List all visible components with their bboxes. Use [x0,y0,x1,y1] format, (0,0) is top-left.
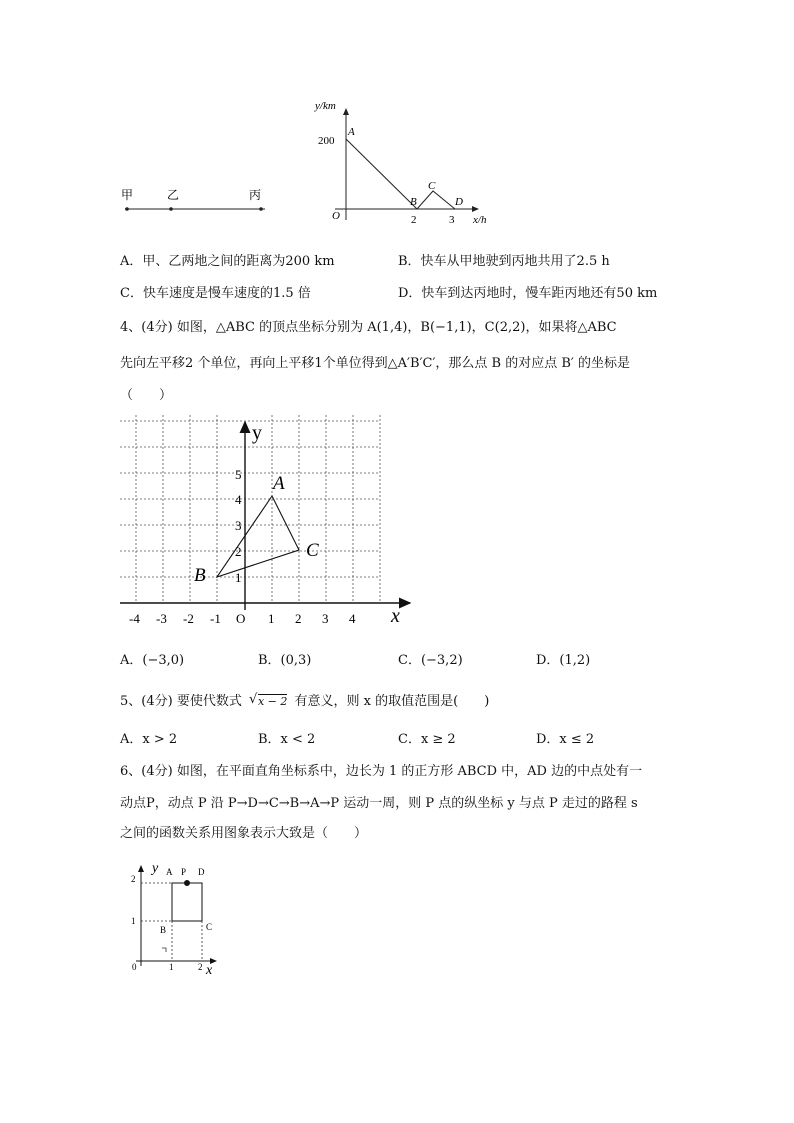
q6-square-figure [122,858,227,978]
q6-y-tick-2: 2 [131,874,136,884]
q5-option-d: D．x ≤ 2 [536,732,595,747]
graph-line-bcd [417,191,455,209]
q6-origin-label: 0 [132,962,137,972]
q4-x-tick-3: 3 [322,611,329,626]
q4-origin-label: O [236,611,246,626]
q6-right-angle-mark [162,948,166,952]
q5-option-b: B．x < 2 [258,732,316,747]
q6-point-a: A [166,867,173,877]
graph-y-tick-200: 200 [318,135,335,147]
q4-option-c: C．(−3,2) [398,653,463,668]
q6-text-line2: 动点P，动点 P 沿 P→D→C→B→A→P 运动一周，则 P 点的纵坐标 y 与点 P 走过的路程 s [120,796,638,811]
route-line-figure [115,185,275,220]
q6-point-p-dot [184,880,190,886]
graph-point-a: A [348,126,355,138]
q5-radicand: x − 2 [257,695,288,708]
q6-square-abcd [172,883,202,921]
route-point-yi [169,207,173,211]
q5-sqrt-symbol: √ [248,692,258,707]
q3-option-a: A．甲、乙两地之间的距离为200 km [120,254,335,269]
q6-y-axis-label: y [152,861,159,876]
q4-x-tick-neg3: -3 [156,611,167,626]
q4-option-a: A．(−3,0) [120,653,185,668]
q4-option-d: D．(1,2) [536,653,591,668]
graph-x-tick-2: 2 [411,214,417,226]
q4-x-tick-neg1: -1 [210,611,221,626]
route-label-jia: 甲 [121,188,134,202]
graph-point-b: B [410,196,417,208]
q4-x-tick-neg4: -4 [129,611,140,626]
q4-x-axis-label: x [391,605,400,627]
graph-y-axis-label: y/km [315,100,336,112]
q4-x-tick-1: 1 [268,611,275,626]
q3-option-b: B．快车从甲地驶到丙地共用了2.5 h [398,254,610,269]
q6-text-line3: 之间的函数关系用图象表示大致是（ ） [120,826,368,841]
q6-point-d: D [198,867,205,877]
q6-x-tick-1: 1 [169,962,174,972]
q4-x-tick-4: 4 [349,611,356,626]
q4-x-tick-2: 2 [295,611,302,626]
distance-time-graph [310,95,495,230]
q5-option-a: A．x > 2 [120,732,178,747]
q4-triangle-abc [217,496,299,577]
q4-option-b: B．(0,3) [258,653,312,668]
graph-origin-label: O [332,210,340,222]
graph-x-axis-label: x/h [473,214,487,226]
q6-x-tick-2: 2 [198,962,203,972]
q4-y-tick-1: 1 [235,570,242,585]
q4-grid [120,415,380,602]
q6-y-tick-1: 1 [131,916,136,926]
route-point-bing [259,207,263,211]
q4-x-tick-neg2: -2 [183,611,194,626]
route-label-bing: 丙 [249,188,262,202]
q4-coordinate-figure [115,410,420,630]
q5-text-prefix: 5、(4分) 要使代数式 [120,694,242,709]
q5-option-c: C．x ≥ 2 [398,732,456,747]
q5-question [120,690,489,709]
q3-option-d: D．快车到达丙地时，慢车距丙地还有50 km [398,286,658,301]
q4-y-tick-5: 5 [235,467,242,482]
q4-vertex-c: C [306,540,319,561]
q6-x-axis-label: x [206,963,213,978]
q3-option-c: C．快车速度是慢车速度的1.5 倍 [120,286,311,301]
q4-vertex-b: B [194,565,206,586]
q6-point-p: P [181,867,187,877]
q4-text-line1: 4、(4分) 如图，△ABC 的顶点坐标分别为 A(1,4)，B(−1,1)，C(2,2)，如果将△ABC [120,320,617,335]
q4-y-tick-2: 2 [235,544,242,559]
graph-x-tick-3: 3 [449,214,455,226]
q4-y-tick-4: 4 [235,492,242,507]
graph-point-c: C [428,180,436,192]
q4-y-axis-label: y [252,422,262,444]
q4-vertex-a: A [273,473,285,494]
q4-text-line3: （ ） [120,388,173,403]
graph-line-ab [346,139,417,209]
q4-y-tick-3: 3 [235,518,242,533]
q5-sqrt-expression [249,694,287,709]
graph-point-d: D [455,196,463,208]
q4-text-line2: 先向左平移2 个单位，再向上平移1个单位得到△A′B′C′，那么点 B 的对应点 B′ 的坐标是 [120,356,631,371]
q6-point-c: C [206,922,213,932]
route-label-yi: 乙 [167,188,180,202]
q5-text-suffix: 有意义，则 x 的取值范围是( ) [294,694,490,709]
q6-text-line1: 6、(4分) 如图，在平面直角坐标系中，边长为 1 的正方形 ABCD 中，AD 边的中点处有一 [120,764,643,779]
route-point-jia [125,207,129,211]
q6-point-b: B [160,925,167,935]
